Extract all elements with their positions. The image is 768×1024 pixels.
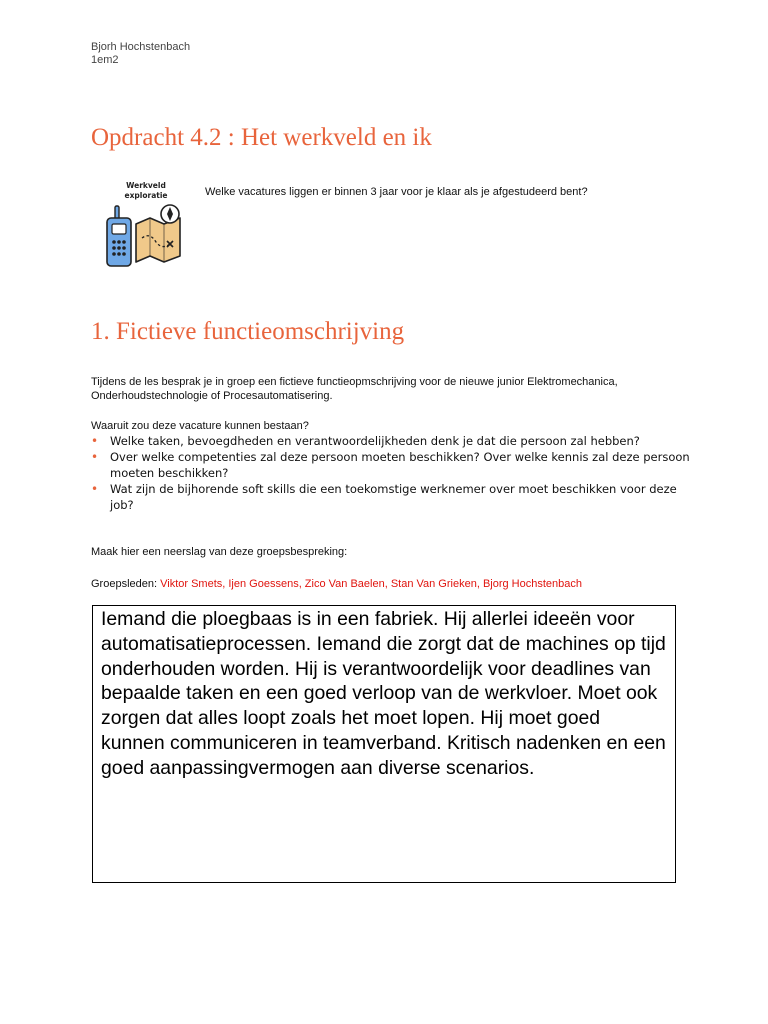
logo-caption-line2: exploratie: [124, 191, 168, 200]
section-heading: 1. Fictieve functieomschrijving: [91, 318, 405, 345]
section-intro: Tijdens de les besprak je in groep een fictieve functieopmschrijving voor de nieuwe junior Elektromechanica, Onderhoudstechnologie of Procesautomatisering.: [91, 376, 618, 402]
group-members-line: [91, 577, 582, 591]
list-item-text: Welke taken, bevoegdheden en verantwoordelijkheden denk je dat die persoon zal hebben?: [110, 434, 640, 448]
list-item: [91, 433, 691, 449]
list-item-text: Wat zijn de bijhorende soft skills die een toekomstige werknemer over moet beschikken voor deze job?: [110, 482, 677, 512]
list-item-text: Over welke competenties zal deze persoon moeten beschikken? Over welke kennis zal deze persoon moeten beschikken?: [110, 450, 690, 480]
bullet-icon: •: [91, 482, 99, 496]
neerslag-prompt: Maak hier een neerslag van deze groepsbespreking:: [91, 546, 348, 558]
author-block: [91, 41, 190, 67]
list-item: [91, 449, 691, 481]
class-code: 1em2: [91, 54, 119, 66]
answer-text: Iemand die ploegbaas is in een fabriek. Hij allerlei ideeën voor automatisatieprocessen. Iemand die zorgt dat de machines op tijd onderhouden worden. Hij is verantwoordelijk voor deadlines van bepaalde taken en een goed verloop van de werkvloer. Moet ook zorgen dat alles loopt zoals het moet lopen. Hij moet goed kunnen communiceren in teamverband. Kritisch nadenken en een goed aanpassingvermogen aan diverse scenarios.: [101, 608, 666, 779]
page-title: Opdracht 4.2 : Het werkveld en ik: [91, 124, 432, 151]
question-list: [91, 433, 691, 513]
logo-caption-line1: Werkveld: [126, 181, 166, 190]
werkveld-exploratie-logo: [104, 180, 188, 270]
answer-box[interactable]: [92, 605, 676, 883]
why-prompt: Waaruit zou deze vacature kunnen bestaan?: [91, 420, 309, 432]
vacature-question: Welke vacatures liggen er binnen 3 jaar voor je klaar als je afgestudeerd bent?: [205, 186, 588, 198]
bullet-icon: •: [91, 450, 99, 464]
author-name: Bjorh Hochstenbach: [91, 41, 191, 53]
group-label: Groepsleden:: [91, 578, 158, 590]
group-members: Viktor Smets, Ijen Goessens, Zico Van Baelen, Stan Van Grieken, Bjorg Hochstenbach: [160, 578, 582, 590]
bullet-icon: •: [91, 434, 99, 448]
walkie-talkie-and-map-icon: [104, 180, 188, 270]
list-item: [91, 481, 691, 513]
